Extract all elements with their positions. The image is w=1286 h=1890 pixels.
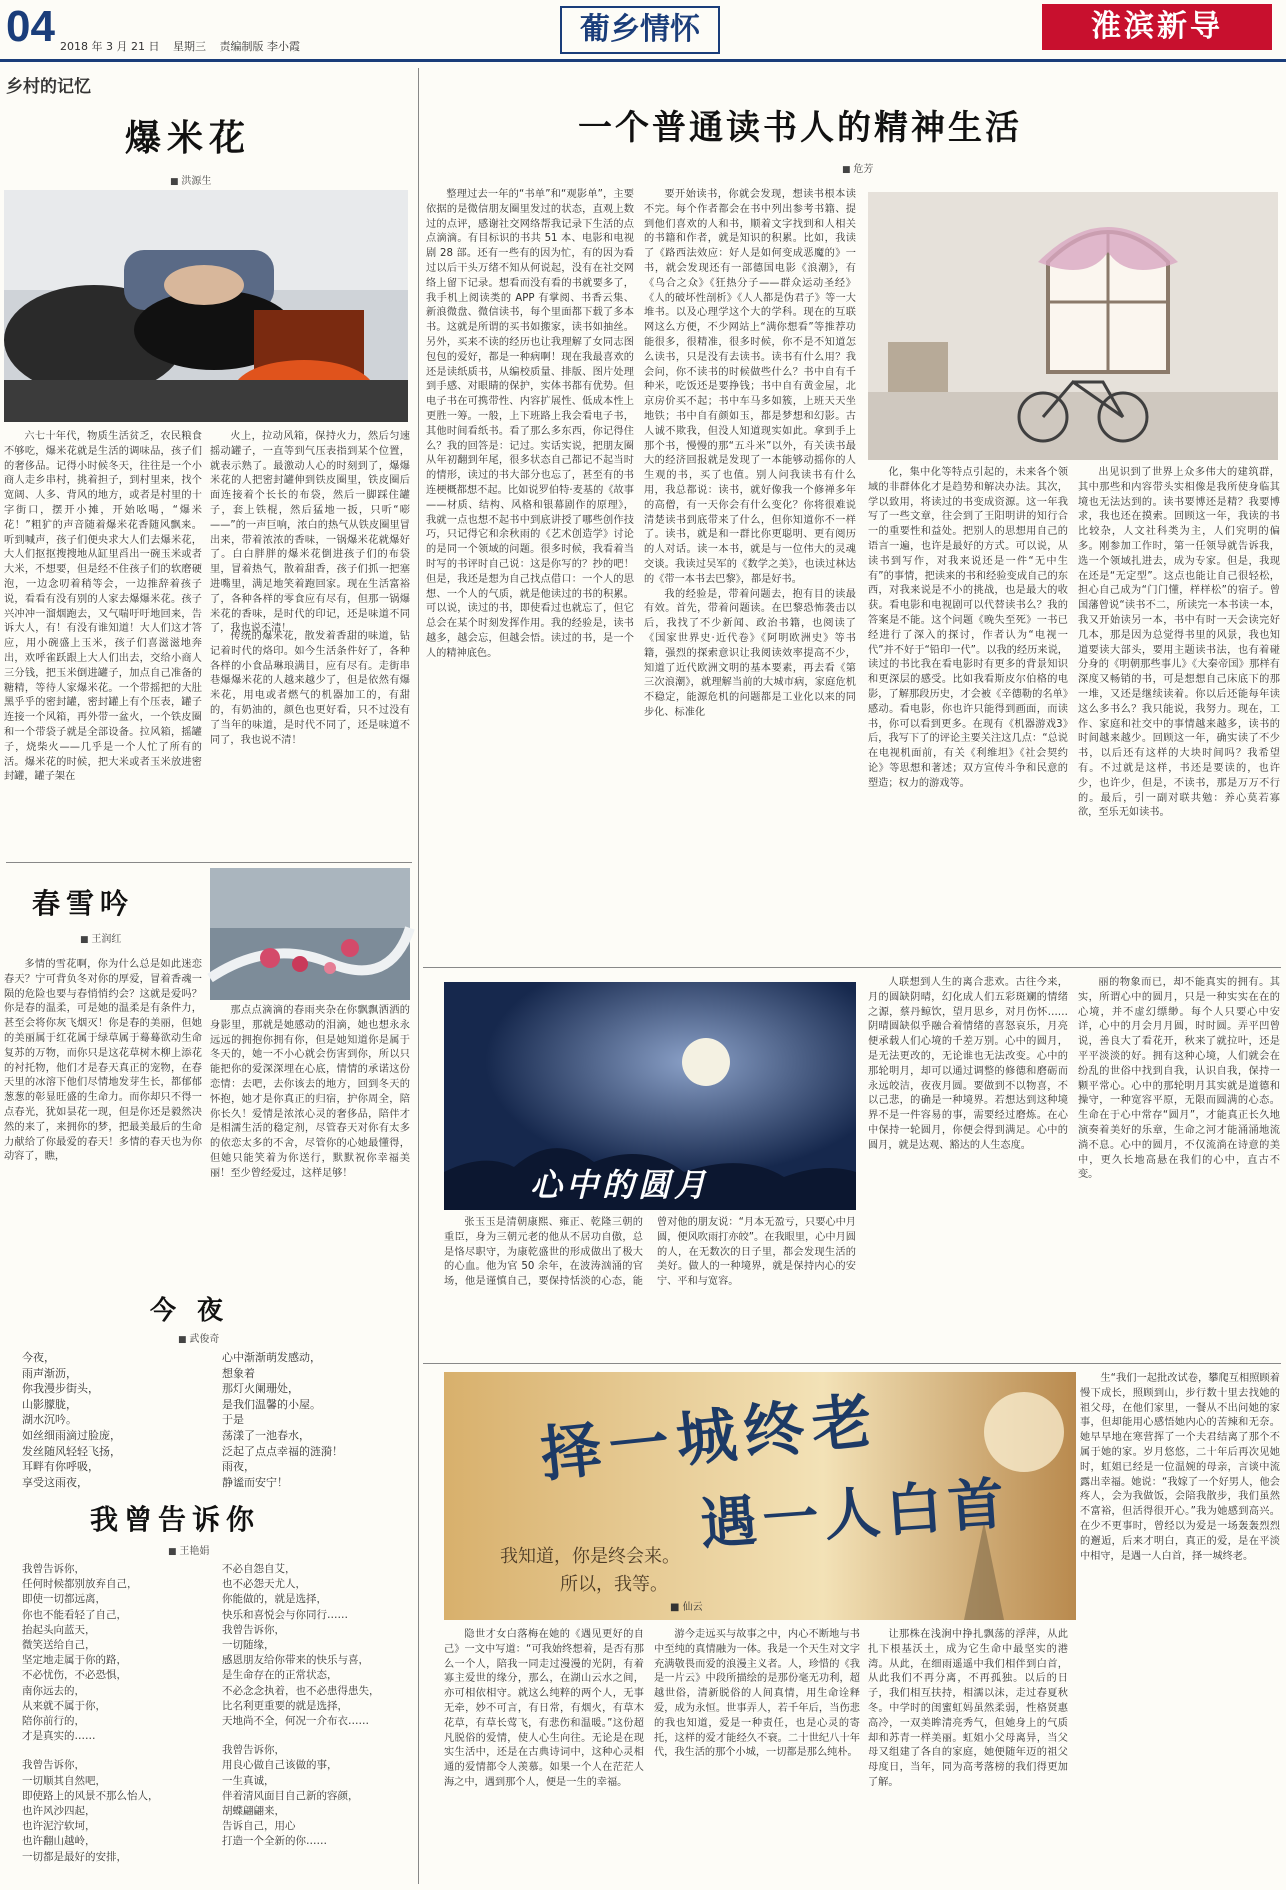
window-bicycle-photo [868, 192, 1278, 460]
tonight-title: 今 夜 [150, 1296, 230, 1326]
editor-credit: 责编制版 李小霞 [219, 40, 300, 53]
popcorn-photo [4, 190, 408, 422]
tonight-poem-col2: 心中渐渐萌发感动， 想象着 那灯火阑珊处， 是我们温馨的小屋。 于是 荡漾了一池春水， 泛起了点点幸福的涟漪！ 雨夜， 静谧而安宁！ [222, 1351, 343, 1489]
spring-snow-title: 春雪吟 [32, 887, 135, 920]
issue-date-line [60, 38, 310, 54]
spring-snow-byline: ■ 王润红 [80, 930, 121, 945]
popcorn-text-col3: 传统的爆米花，散发着香甜的味道，钻记着时代的烙印。如今生活条件好了，各种各样的小食品琳琅满目，应有尽有。走街串巷爆爆米花的人越来越少了，但是依然有爆米花，用电或者燃气的机器加工的，有甜的，有奶油的，颜色也更好看，只不过没有了当年的味道，是时代不同了，还是味道不同了，我也说不清！ [210, 631, 410, 746]
popcorn-byline: ■ 洪源生 [170, 172, 211, 187]
section-title: 葡乡情怀 [560, 6, 720, 54]
reader-text-col1: 整理过去一年的“书单”和“观影单”，主要依据的是微信朋友圈里发过的状态，直观上数过的点评，感谢社交网络帮我记录下生活的点点滴滴。有目标识的书共 51 本、电影和电视剧 28 部。还有一些有的因为忙，有的因为看过以后干头万绪不知从何说起，没有在社交网络上留下记录。想看而没有看的书就要多了，我手机上阅读类的 APP 有掌阅、书香云集、新浪微盘、微信读书，每个里面都下载了多本书。这就是所谓的买书如搬家，读书如抽丝。另外，买来不读的经历也让我理解了女同志图包包的爱好，都是一种病啊！现在我最喜欢的还是读纸质书，从编校质量、排版、图片处理到手感、对眼睛的保护，实体书都有优势。但电子书在可携带性、内容扩展性、低成本性上更胜一筹。一般，上下班路上我会看电子书，其他时间看纸书。看了那么多东西，你记得住么？我的回答是：记过。实话实说，把朋友圈从年初翻到年尾，很多状态自己都记不起当时的情形，读过的书大部分也忘了，甚至有的书连梗概都想不起。比如说罗伯特·麦基的《故事——材质、结构、风格和银幕剧作的原理》，我就一点也想不起书中到底讲授了哪些创作技巧，只记得它和余秋雨的《艺术创造学》讨论的是同一个领域的问题。很多时候，我看着当时写的书评时自己说：这是你写的？抄的吧！但是，我还是想为自己找点借口：一个人的思想、一个人的气质，就是他读过的书的积累。可以说，读过的书，即使看过也就忘了，但它总会在某个时刻发挥作用。我的经验是，读书越多，越会忘，但越会悟。读过的书，是一个人的精神底色。 [426, 189, 634, 659]
reader-article-title: 一个普通读书人的精神生活 [578, 108, 1022, 148]
moon-text-col2: 人联想到人生的离合悲欢。古往今来，月的圆缺阴晴，幻化成人们五彩斑斓的情绪之源，蔡丹鲸饮，望月思乡，对月伤怀……阴晴圆缺似乎融合着情绪的喜怒哀乐，月亮便承载人们心境的千差万别。心中的圆月，是无法更改的，无论谁也无法改变。心中的那轮明月，却可以通过调整的修德和磨砺而永远皎洁，夜夜月圆。要做到不以物喜，不以己悲，的确是一种境界。若想达到这种境界不是一件容易的事，需要经过磨炼。在心中保持一轮圆月，你便会得到满足。心中的圆月，就是达观、豁达的人生态度。 [868, 977, 1068, 1151]
column-label: 乡村的记忆 [6, 77, 91, 97]
grow-old-text-col3: 让那株在浅涧中挣扎飘荡的浮萍，从此扎下根基沃土，成为它生命中最坚实的港湾。从此，在细雨遥遥中我们相伴到白首，从此我们不再分离，不再孤独。以后的日子，我们相互扶持，相濡以沫，走过春夏秋冬。中学时的闺蜜虹妈虽然柔弱，性格贤惠高冷，一双美眸清亮秀气，但她身上的气质却和苏青一样美丽。虹姐小父母离异，当父母又组建了各自的家庭，她便随年迈的祖父母度日，当年，同为高考落榜的我们得更加了解。 [868, 1629, 1068, 1788]
grow-old-brush-line1: 择一城终老 [537, 1385, 884, 1491]
issue-date: 2018 年 3 月 21 日 [60, 40, 160, 53]
grow-old-brush-line2: 遇一人白首 [698, 1470, 1013, 1558]
reader-text-col3: 化，集中化等特点引起的，未来各个领域的非群体化才是趋势和解决办法。其次，学以致用，将读过的书变成资源。这一年我写了一些文章，往会到了王阳明讲的知行合一的重要性和益处。把别人的思想用自己的语言一遍，也许是最好的方式。可以说，从读书到写作，对我来说还是一件“无中生有”的事情，把读来的书和经验变成自己的东西，对我来说是不小的挑战，也是最大的收获。看电影和电视剧可以代替读书么？我的答案是不能。这个问题《晚失至死》一书已经进行了深入的探讨，作者认为“电视一代”并不好于“铅印一代”。以我的经历来说，读过的书比我在看电影时有更多的背景知识和更深层的感受。比如我看斯皮尔伯格的电影，了解那段历史，才会被《辛德勒的名单》感动。看电影，你也许只能得到画面，而读书，你可以看到更多。在现有《机器游戏3》后，我写下了的评论主要关注这几点：“总说在电视机面前，有关《利维坦》《社会契约论》等思想和著述；双方宣传斗争和民意的塑造；权力的游戏等。 [868, 467, 1068, 789]
row-divider [423, 967, 1281, 968]
grow-old-subtitle-2: 所以，我等。 [560, 1574, 668, 1595]
popcorn-text-col1: 六七十年代，物质生活贫乏，农民粮食不够吃，爆米花就是生活的调味品，孩子们的奢侈品。记得小时候冬天，往往是一个小商人走乡串村，挑着担子，到村里来，找个宽阔、人多、背风的地方，或者是村里的十字街口，摆开小摊，开始吆喝，“爆米花！”粗犷的声音随着爆米花香随风飘来。听到喊声，孩子们便央求大人们去爆米花，大人们抠抠搜搜地从缸里舀出一碗玉米或者大米，不想要，但是经不住孩子们的软磨硬泡，一边念叨着稍等会，一边推辞着孩子说，看看有没有别的人家去爆爆米花。孩子兴冲冲一溜烟跑去，又气喘吁吁地回来，告诉大人，有！有没有谁知道！大人们这才答应，用小碗盛上玉米，孩子们喜滋滋地奔出，欢呼雀跃跟上大人们出去，交给小商人三分钱，把玉米倒进罐子，加点自己准备的糖精，等待人家爆米花。一个带摇把的大肚黑乎乎的密封罐，密封罐上有个压表，罐子连接一个风箱，再外带一盆火，一个铁皮圈和一个带袋子就是全部设备。拉风箱，摇罐子，烧柴火——几乎是一个人忙了所有的活。爆米花的时候，把大米或者玉米放进密封罐，罐子架在 [4, 431, 202, 783]
popcorn-title: 爆米花 [125, 117, 252, 159]
moon-text-col3: 丽的物象而已，却不能真实的拥有。其实，所谓心中的圆月，只是一种实实在在的心境，并不虚幻缥缈。每个人只要心中安详，心中的月会月月圆，时时圆。弄平凹曾说，善良大了看花开，秋来了就拉叶，还是平平淡淡的好。拥有这种心境，人们就会在纷乱的世俗中找到自我，认识自我，保持一颗平常心。心中的那轮明月其实就是道德和操守，一种宽容平原，无限而圆满的心态。生命在于心中常存“圆月”，才能真正长久地演奏着美好的乐章，生命之河才能涌涌地流淌不息。心中的圆月，不仅流淌在诗意的美中，更久长地高悬在我们的心中，直古不变。 [1078, 977, 1280, 1181]
spring-snow-text-col1: 多情的雪花啊，你为什么总是如此迷恋春天？宁可背负冬对你的厚爱，冒着香魂一陨的危险也要与春悄悄约会？这就是爱吗？你是春的温柔，可是她的温柔是有条件力，甚至会将你灰飞烟灭！你是春的美丽，但她的美丽属于红花属于绿草属于蓦蓦欲动生命复苏的万物，而你只是这花草树木柳上添花的衬托物，他们才是春天真正的宠物，在春天里的冰溶下他们尽情地发芽生长，都郁郁葱葱的彰显旺盛的生命力。而你却只不得一点春光，犹如昙花一现，但是你还是毅然决然的来了，来拥你的梦，把最美最后的生命力献给了你最爱的春天！多情的春天也为你动容了，瞧， [4, 959, 202, 1163]
moon-byline: ■ 李翔 [630, 1212, 663, 1227]
told-you-byline: ■ 王艳娟 [168, 1542, 209, 1557]
grow-old-text-col2: 游今走远买与故事之中，内心不断地与书中至纯的真情融为一体。我是一个天生对文字充满敬畏而爱的浪漫主义者。人，珍惜的《我是一片云》中段所描绘的是那份毫无功利，超越世俗，清新脱俗的人间真情，用生命诠释爱，成为永恒。世事弄人，若千年后，当伤悲的我也知道，爱是一种责任，也是心灵的寄托，这样的爱才能经久不衰。二十世纪八十年代，我生活的那个小城，一切都是那么纯朴。 [654, 1629, 860, 1759]
reader-byline: ■ 危芳 [842, 160, 873, 175]
moon-article-title: 心中的圆月 [530, 1166, 711, 1204]
column-divider [418, 68, 419, 1884]
told-you-title: 我曾告诉你 [90, 1503, 261, 1536]
snow-blossom-photo [210, 868, 410, 1000]
moon-text-col1: 张玉玉是清朝康熙、雍正、乾隆三朝的重臣，身为三朝元老的他从不居功自傲，总是恪尽职守，为康乾盛世的形成做出了极大的心血。他为官 50 余年，在波涛汹涌的官场，他是谨慎自己，要保持恬淡的心态，能曾对他的朋友说：“月本无盈亏，只要心中月圆，便风吹雨打亦皎”。在我眼里，心中月圆的人，在无数次的日子里，都会发现生活的美好。做人的一种境界，就是保持内心的安宁、平和与宽容。 [444, 1217, 856, 1288]
grow-old-byline: ■ 仙云 [670, 1598, 703, 1613]
tonight-byline: ■ 武俊奇 [178, 1330, 219, 1345]
grow-old-text-col4: 生“我们一起批改试卷，攀爬互相照顾着慢下成长，照顾到山，步行数十里去找她的祖父母，在他们家里，一餐从不出问她的家事，但却能用心感悟她内心的苦辣和无奈。她早早地在寒营挥了一个夫君结离了那个不属于她的家。岁月悠悠，二十年后再次见她时，虹姐已经是一位温婉的母亲，言谈中流露出幸福。她说：“我嫁了一个好男人，他会疼人，会为我做饭，会陪我散步，我们虽然不富裕，但活得很开心。”我为她感到高兴。在少不更事时，曾经以为爱是一场轰轰烈烈的邂逅，后来才明白，真正的爱，是在平淡中相守，是遇一人白首，择一城终老。 [1080, 1373, 1280, 1562]
reader-text-col2: 要开始读书，你就会发现，想读书根本读不完。每个作者都会在书中列出参考书籍、提到他们喜欢的人和书，顺着文字找到和人相关的书籍和作者，就是知识的积累。比如，我读了《路西法效应：好人是如何变成恶魔的》一书，就会发现还有一部德国电影《浪潮》，有《乌合之众》《狂热分子——群众运动圣经》《人的破坏性剖析》《人人都是伪君子》等一大堆书。以及心理学这个大的学科。现在的互联网这么方便，不少网站上“满你想看”等推荐功能很多，很精准，很多时候，你不是不知道怎么读书，只是没有去读书。读书有什么用？我会问，你不读书的时候做些什么？书中自有千种米，吃饭还是要挣钱；书中自有黄金屋，北京房价买不起；书中车马多如簇，上班天天坐地铁；书中自有颜如玉，都是梦想和幻影。古人诚不欺我，但没人知道现实如此。拿到手上那个书，慢慢的那“五斗米”以外，有关读书最大的经济回报就是发现了一本能够动摇你的人生观的书，买了也值。别人问我读书有什么用，我总都说：读书，就好像我一个修禅多年的高僧，有一天你会有什么变化？你将很难说清楚读书到底带来了什么，但你知道你不一样了。读书，就是和一群比你更聪明、更有阅历的人对话。读一本书，就是与一位伟大的灵魂交谈。我读过吴军的《数学之美》，也读过林达的《带一本书去巴黎》，都是好书。 我的经验是，带着问题去，抱有目的读最有效。首先，带着问题读。在巴黎恐怖袭击以后，我找了不少新闻、政治书籍，也阅读了《国家世界史·近代卷》《阿明欧洲史》等书籍，强烈的探索意识让我阅读效率提高不少，知道了近代欧洲文明的基本要素，再去看《第三次浪潮》，就理解当前的大城市病，家庭危机不稳定，能源危机的问题都是工业化以来的同步化、标准化 [644, 189, 856, 718]
newspaper-logo: 淮滨新导 [1042, 4, 1272, 50]
grow-old-text-col1: 隐世才女白落梅在她的《遇见更好的自己》一文中写道：“可我始终想着，是否有那么一个人，陪我一同走过漫漫的光阴，有着寡主爱世的缘分，那么，在湖山云水之间，亦可相依相守。就这么纯粹的两个人，无事无牵，妙不可言，有日常，有烟火，有草木花草，有草长莺飞，有悲伤和温暖。”这份超凡脱俗的爱情，使人心生向往。无论是在现实生活中，还是在古典诗词中，这种心灵相通的爱情都令人羡慕。如果一个人在茫茫人海之中，遇到那个人，便是一生的幸福。 [444, 1629, 644, 1788]
row-divider [423, 1363, 1281, 1364]
reader-text-col4: 出见识到了世界上众多伟大的建筑群，其中那些和内容带头实相像是我所使身临其境也无法达到的。读书要博还是精？我要博求，我也还在摸索。回顾这一年，我读的书比较杂，人文社科类为主，人们究明的偏多。刚参加工作时，第一任领导就告诉我，选一个领域扎进去，成为专家。但是，我现在还是“无定型”。这点也能让自己很轻松，担心自己成为“门门懂，样样松”的宿子。曾国藩曾说“读书不二，所读完一本书读一本，我又开始读另一本，书中有时一天会读完好几本，那是因为总觉得书里的风景，我也知道要读大部头，要用主题读书法，也有着碰分身的《明朝那些事儿》《大秦帝国》那样有深度又畅销的书，可是想想自己床底下的那一堆，又还是继续读着。你以后还能每年读这么多书么？我只能说，我努力。现在，工作、家庭和社交中的事情越来越多，读书的时间越来越少。回顾这一年，确实读了不少书，以后还有这样的大块时间吗？我希望有。不过就是这样，书还是要读的，也许少，也许少，但是，不读书，那是万万不行的。最后，引一副对联共勉：养心莫若寡欲，至乐无如读书。 [1078, 467, 1280, 819]
told-you-poem-col1: 我曾告诉你， 任何时候都别放弃自己， 即使一切都远离， 你也不能看轻了自己， 抬起头向蓝天， 微笑送给自己， 坚定地走属于你的路， 不必忧伤，不必恐惧， 南你远去的， 从来就不属于你， 陪你前行的， 才是真实的…… 我曾告诉你， 一切顺其自然吧， 即使路上的风景不那么怡人， 也许风沙四起， 也许泥泞软坷， 也许翻山越岭， 一切都是最好的安排， [22, 1563, 159, 1863]
grow-old-subtitle-1: 我知道，你是终会来。 [500, 1546, 680, 1567]
masthead [0, 0, 1286, 62]
spring-snow-text-col2: 那点点滴滴的春雨夹杂在你飘飘洒洒的身影里，那就是她感动的泪滴，她也想永永远远的拥抱你拥有你，但是她知道你是属于冬天的，她一不小心就会伤害到你，所以只能把你的爱深深埋在心底，情情的承诺这份恋情：去吧，去你该去的地方，回到冬天的怀抱，她才是你真正的归宿，护你周全，陪你长久！爱情是浓浓心灵的奢侈品，陪伴才是相濡生活的稳定剂，尽管春天对你有太多的依恋太多的不舍，尽管你的心她最懂得，但她只能笑着为你送行，默默祝你幸福美丽！至少曾经爱过，这样足够！ [210, 1005, 410, 1179]
told-you-poem-col2: 不必自怨自艾， 也不必怨天尤人， 你能做的，就是选择， 快乐和喜悦会与你同行…… 我曾告诉你， 一切随缘， 感恩朋友给你带来的快乐与喜， 是生命存在的正常状态， 不必念念执着，也不必患得患失， 比名利更重要的就是选择， 天地尚不全，何况一介布衣…… 我曾告诉你， 用良心做自己该做的事， 一生真诚， 伴着清风面目自己新的容颜， 胡蝶翩翩来， 告诉自己，用心 打造一个全新的你…… [222, 1563, 380, 1848]
tonight-poem-col1: 今夜， 雨声渐沥， 你我漫步街头， 山影朦胧， 湖水沉吟。 如丝细雨滴过脸庞， 发丝随风轻轻飞扬， 耳畔有你呼吸， 享受这雨夜， [22, 1351, 121, 1489]
left-divider [6, 862, 412, 863]
popcorn-text-col2: 火上，拉动风箱，保持火力，然后匀速摇动罐子，一直等到气压表指到某个位置，就表示熟了。最激动人心的时刻到了，爆爆米花的人把密封罐伸到铁皮圈里，铁皮圈后面连接着个长长的布袋，然后一脚踩住罐子，套上铁棍，然后猛地一扳，只听“嘭——”的一声巨响，浓白的热气从铁皮圈里冒出来，带着浓浓的香味，一锅爆米花就爆好了。白白胖胖的爆米花倒进孩子们的布袋里，冒着热气，散着甜香，孩子们抓一把塞进嘴里，满足地笑着跑回家。现在生活富裕了，各种各样的零食应有尽有，但那一锅爆米花的香味，是时代的印记，还是味道不同了，我也说不清！ [210, 431, 410, 635]
page-number: 04 [6, 2, 55, 51]
issue-weekday: 星期三 [172, 40, 206, 53]
